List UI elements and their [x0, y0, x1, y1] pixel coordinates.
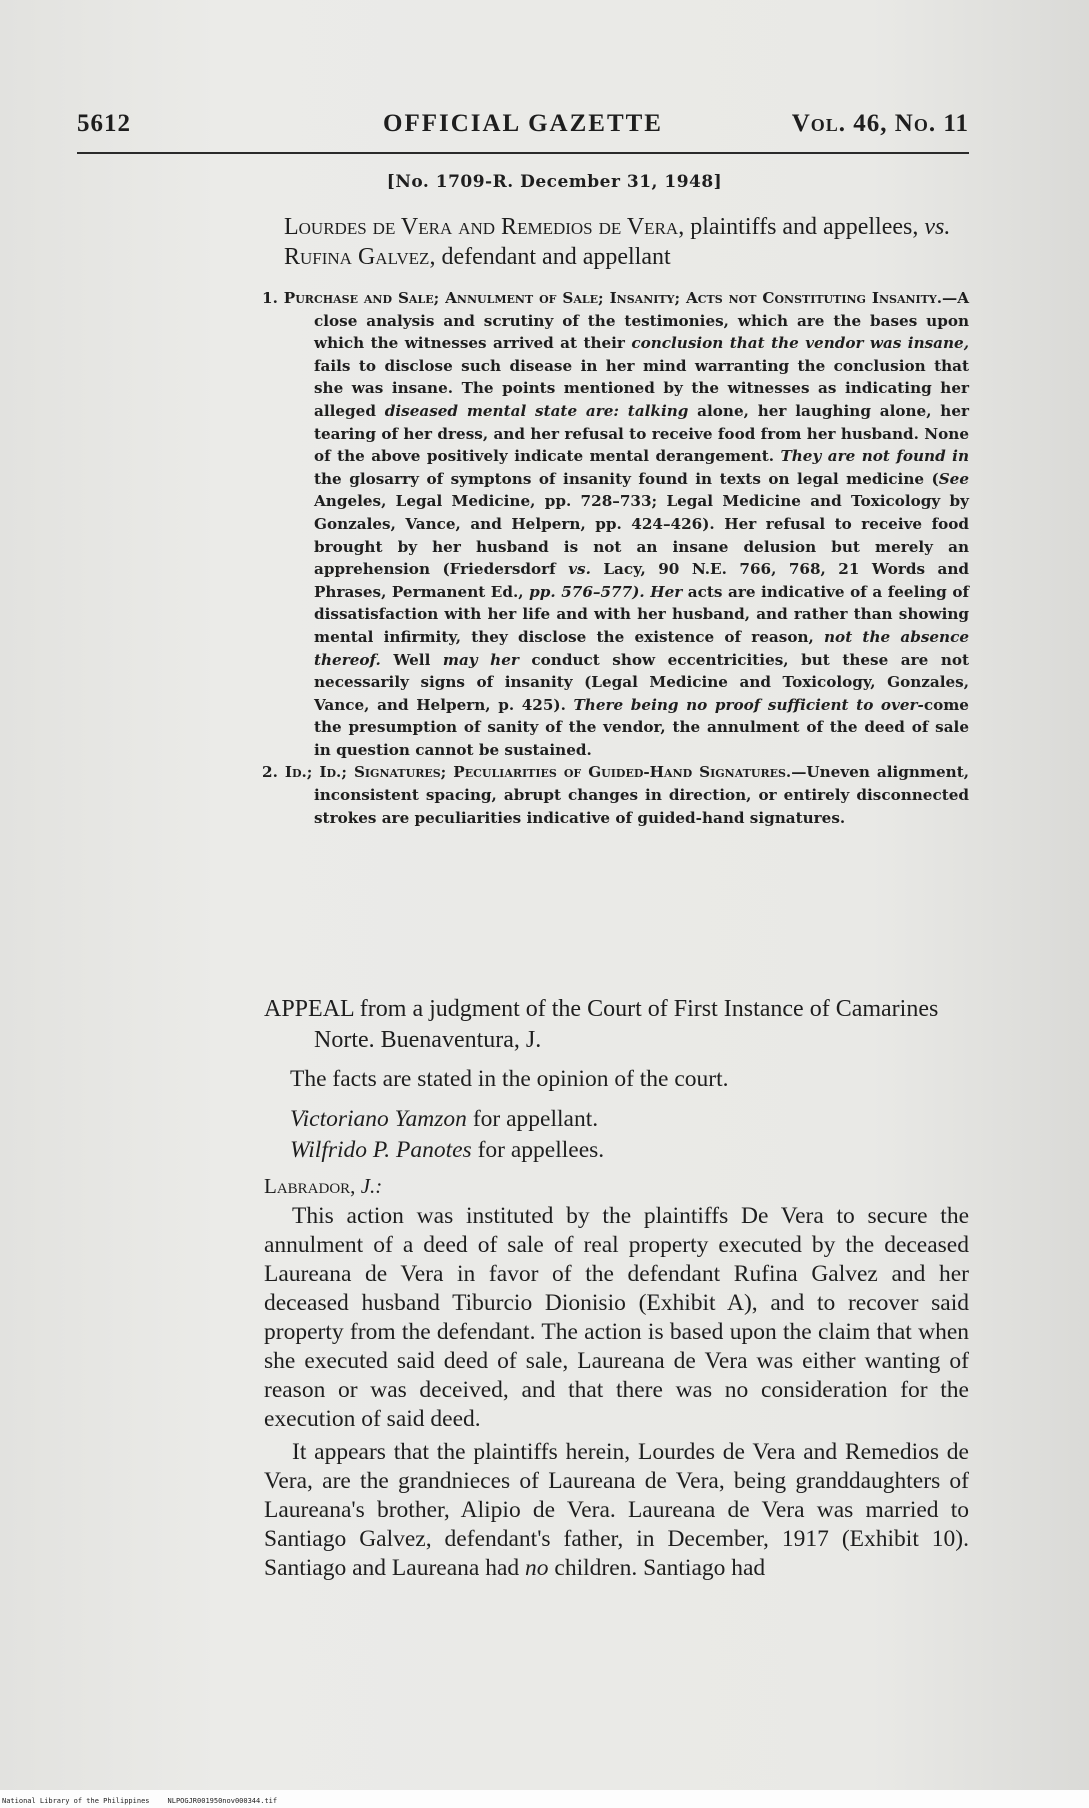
appeal-lead: APPEAL — [264, 996, 354, 1022]
syllabus-text: conduct show eccentricities, but these are not necessarily signs of insanity (Legal Medicine and Toxicology, Gonzales, Vance, and Helpern, p. 425). — [314, 650, 970, 714]
publication-title: OFFICIAL GAZETTE — [383, 110, 663, 137]
syllabus-item-2 — [262, 761, 969, 829]
page-header — [77, 104, 969, 144]
syllabus-text: Lacy, 90 N.E. 766, 768, 21 Words and Phrases, Permanent Ed., — [314, 560, 970, 601]
appeal-text: from a judgment of the Court of First Instance of Camarines Norte. Buenaventura, J. — [314, 996, 939, 1053]
syllabus-text: —A close analysis and scrutiny of the testimonies, which are the bases upon which the witnesses arrived at their — [314, 289, 969, 353]
case-number: [No. 1709-R. December 31, 1948] — [386, 172, 723, 192]
syllabus-italic: not the absence thereof. — [314, 627, 970, 669]
appellant-counsel-role: for appellant. — [466, 1106, 599, 1132]
ponente — [264, 1174, 382, 1199]
opinion-paragraph-1: This action was instituted by the plaintiffs De Vera to secure the annulment of a deed of sale of real property executed by the deceased Laureana de Vera in favor of the defendant Rufina Galvez and her deceased husband Tiburcio Dionisio (Exhibit A), and to recover said property from the defendant. The action is based upon the claim that when she executed said deed of sale, Laureana de Vera was either wanting of reason or was deceived, and that there was no consideration for the execution of said deed. — [264, 1203, 969, 1432]
syllabus-item-1-heading: 1. Purchase and Sale; Annulment of Sale; Insanity; Acts not Constituting Insanity. — [262, 289, 943, 307]
appellee-counsel-name: Wilfrido P. Panotes — [290, 1137, 472, 1163]
syllabus-item-1 — [262, 287, 969, 761]
defendant-role: , defendant and appellant — [429, 244, 671, 270]
scan-footer — [2, 1797, 277, 1805]
judge-title: J.: — [355, 1174, 383, 1198]
counsel — [290, 1104, 969, 1166]
page-number: 5612 — [77, 110, 131, 137]
syllabus-text: come the presumption of sanity of the vendor, the annulment of the deed of sale in question cannot be sustained. — [314, 695, 969, 759]
header-rule — [77, 152, 969, 154]
syllabus-text: Angeles, Legal Medicine, pp. 728–733; Legal Medicine and Toxicology by Gonzales, Vance, and Helpern, pp. 424–426). Her refusal to receive food brought by her husband is not an insane delusion but merely an apprehension (Friedersdorf — [314, 492, 969, 579]
syllabus-text: acts are indicative of a feeling of dissatisfaction with her life and with her husband, and rather than showing mental infirmity, they disclose the existence of reason, — [314, 582, 969, 646]
syllabus — [262, 287, 969, 829]
counsel-appellant — [290, 1104, 969, 1135]
opinion-italic: no — [525, 1555, 549, 1581]
footer-library: National Library of the Philippines — [2, 1797, 150, 1805]
syllabus-italic: vs. — [568, 560, 591, 579]
syllabus-italic: pp. 576–577). Her — [529, 582, 683, 601]
syllabus-item-2-heading: 2. Id.; Id.; Signatures; Peculiarities of Guided-Hand Signatures. — [262, 763, 792, 782]
appellant-counsel-name: Victoriano Yamzon — [290, 1106, 467, 1132]
plaintiffs-role: , plaintiffs and appellees, — [678, 214, 919, 240]
facts-statement: The facts are stated in the opinion of the court. — [290, 1066, 729, 1092]
syllabus-italic: may her — [442, 650, 519, 669]
opinion-text: It appears that the plaintiffs herein, Lourdes de Vera and Remedios de Vera, are the grandnieces of Laureana de Vera, being granddaughters of Laureana's brother, Alipio de Vera. Laureana de Vera was married to Santiago Galvez, defendant's father, in December, 1917 (Exhibit 10). Santiago and Laureana had — [264, 1439, 969, 1581]
syllabus-text: Well — [380, 650, 443, 669]
opinion-text: children. Santiago had — [548, 1555, 766, 1581]
appellee-counsel-role: for appellees. — [471, 1137, 605, 1163]
syllabus-text: alone, her laughing alone, her tearing of her dress, and her refusal to receive food from her husband. None of the above positively indicate mental derangement. — [314, 401, 969, 466]
plaintiffs-names: Lourdes de Vera and Remedios de Vera — [284, 214, 679, 240]
syllabus-text: the glosarry of symptons of insanity found in texts on legal medicine ( — [314, 469, 939, 488]
syllabus-italic: They are not found in — [780, 447, 969, 466]
counsel-appellee — [290, 1135, 969, 1166]
appeal-line — [264, 994, 969, 1056]
versus: vs. — [924, 214, 951, 240]
case-parties — [264, 212, 969, 272]
syllabus-text: fails to disclose such disease in her mind warranting the conclusion that she was insane. The points mentioned by the witnesses as indicating her alleged — [314, 356, 969, 420]
syllabus-italic: conclusion that the vendor was insane, — [631, 334, 969, 353]
syllabus-text: —Uneven alignment, inconsistent spacing, abrupt changes in direction, or entirely disconnected strokes are peculiarities indicative of guided-hand signatures. — [314, 763, 969, 827]
opinion-body — [264, 1202, 969, 1583]
syllabus-italic: diseased mental state are: talking — [384, 401, 689, 420]
volume-number: Vol. 46, No. 11 — [791, 110, 969, 137]
footer-file: NLPOGJR001950nov000344.tif — [167, 1797, 278, 1805]
syllabus-italic: There being no proof sufficient to over- — [573, 695, 924, 714]
syllabus-italic: See — [938, 469, 969, 488]
opinion-paragraph-2 — [264, 1438, 969, 1583]
defendant-name: Rufina Galvez — [284, 244, 430, 270]
judge-name: Labrador, — [264, 1174, 356, 1198]
